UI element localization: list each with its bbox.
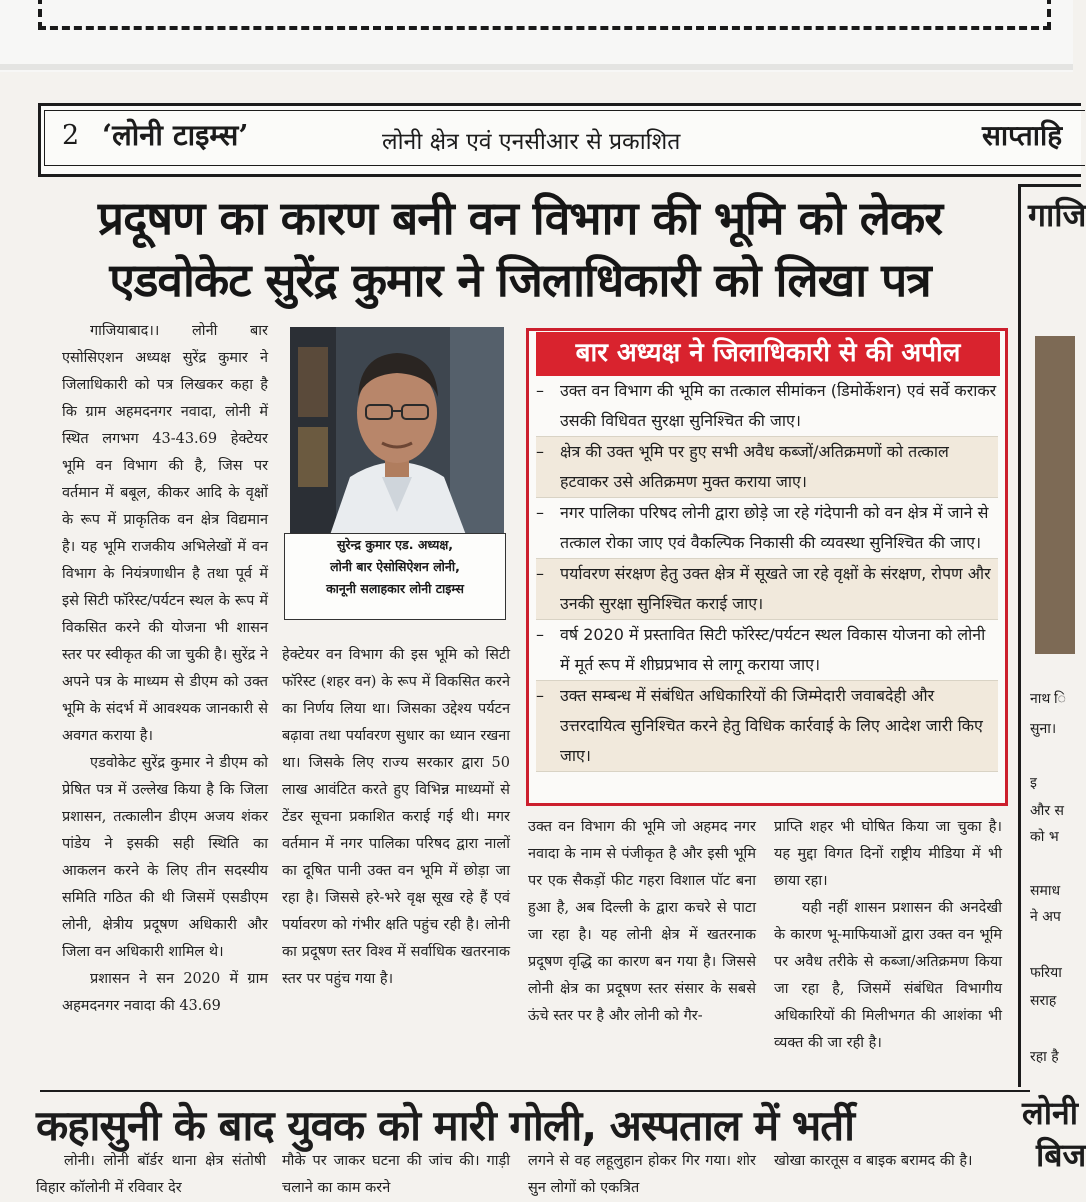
article-column-2 [282,642,510,993]
adjacent-fragment: इ [1030,775,1037,791]
second-article-column-3 [528,1148,756,1202]
appeal-item-text: पर्यावरण संरक्षण हेतु उक्त क्षेत्र में सूखते जा रहे वृक्षों के संरक्षण, रोपण और उनकी सुरक्षा सुनिश्चित कराई जाए। [560,564,991,613]
article-paragraph: प्रशासन ने सन 2020 में ग्राम अहमदनगर नवादा की 43.69 [62,971,268,1014]
article-column-1 [62,318,268,1020]
newspaper-name: ‘लोनी टाइम्स’ [102,118,249,152]
appeal-item [536,437,998,498]
page-gutter [0,64,1073,70]
page-number: 2 [62,120,80,151]
dashed-border [38,0,1051,30]
appeal-item-text: उक्त सम्बन्ध में संबंधित अधिकारियों की जिम्मेदारी जवाबदेही और उत्तरदायित्व सुनिश्चित करने हेतु विधिक कार्रवाई के लिए आदेश जारी किए जाए। [560,686,983,765]
bullet-dash: – [536,503,544,522]
article-paragraph: खोखा कारतूस व बाइक बरामद की है। [774,1153,973,1169]
adjacent-fragment: और स [1030,803,1064,819]
caption-line: सुरेन्द्र कुमार एड. अध्यक्ष, [336,537,454,552]
appeal-item-text: क्षेत्र की उक्त भूमि पर हुए सभी अवैध कब्जों/अतिक्रमणों को तत्काल हटवाकर उसे अतिक्रमण मुक्त कराया जाए। [560,442,949,491]
article-paragraph: एडवोकेट सुरेंद्र कुमार ने डीएम को प्रेषित पत्र में उल्लेख किया है कि जिला प्रशासन, तत्कालीन डीएम अजय शंकर पांडेय ने इसकी सही स्थिति का आकलन करने के लिए तीन सदस्यीय समिति गठित की थी जिसमें एसडीएम लोनी, क्षेत्रीय प्रदूषण अधिकारी और जिला वन अधिकारी शामिल थे। [62,755,268,960]
adjacent-bottom-line: लोनी [1022,1094,1079,1132]
appeal-item-text: उक्त वन विभाग की भूमि का तत्काल सीमांकन (डिमोर्केशन) एवं सर्वे कराकर उसकी विधिवत सुरक्षा सुनिश्चित की जाए। [560,381,997,430]
article-paragraph: लोनी। लोनी बॉर्डर थाना क्षेत्र संतोषी विहार कॉलोनी में रविवार देर [36,1153,266,1196]
article-paragraph: लगने से वह लहूलुहान होकर गिर गया। शोर सुन लोगों को एकत्रित [528,1153,756,1196]
adjacent-fragment: सराह [1030,993,1057,1009]
headline-line-2: एडवोकेट सुरेंद्र कुमार ने जिलाधिकारी को लिखा पत्र [109,253,931,307]
bullet-dash: – [536,381,544,400]
adjacent-fragment: सुना। [1030,721,1057,737]
caption-line: कानूनी सलाहकार लोनी टाइम्स [326,581,464,596]
appeal-item [536,681,998,772]
appeal-title: बार अध्यक्ष ने जिलाधिकारी से की अपील [536,332,1000,376]
adjacent-fragment: ने अप [1030,909,1061,925]
article-column-4 [774,814,1002,1057]
bullet-dash: – [536,686,544,705]
edition-label: साप्ताहि [982,119,1063,152]
adjacent-fragment: समाध [1030,883,1061,899]
adjacent-fragment: रहा है [1030,1049,1059,1065]
article-column-3 [528,814,756,1030]
section-divider [40,1090,1030,1092]
second-article-column-1 [36,1148,266,1202]
adjacent-article-heading: गाजि [1028,196,1086,234]
adjacent-article-photo [1035,336,1075,654]
adjacent-fragment: नाथ ि [1030,691,1066,707]
appeal-list [536,376,998,772]
article-paragraph: उक्त वन विभाग की भूमि जो अहमद नगर नवादा के नाम से पंजीकृत है और इसी भूमि पर एक सैकड़ों फीट गहरा विशाल पॉट बना हुआ है, अब दिल्ली के द्वारा कचरे से पाटा जा रहा है। यह लोनी क्षेत्र में खतरनाक प्रदूषण वृद्धि का कारण बन गया है। जिससे लोनी क्षेत्र का प्रदूषण स्तर संसार के सबसे ऊंचे स्तर पर है और लोनी को गैर- [528,819,756,1024]
second-article-column-2 [282,1148,510,1202]
adjacent-bottom-heading [1022,1092,1086,1176]
appeal-item [536,498,998,559]
adjacent-fragment: फरिया [1030,965,1062,981]
bullet-dash: – [536,442,544,461]
appeal-item [536,376,998,437]
article-paragraph: प्राप्ति शहर भी घोषित किया जा चुका है। यह मुद्दा विगत दिनों राष्ट्रीय मीडिया में भी छाया रहा। [774,819,1002,889]
photo-caption [284,533,506,620]
article-paragraph: गाजियाबाद।। लोनी बार एसोसिएशन अध्यक्ष सुरेंद्र कुमार ने जिलाधिकारी को पत्र लिखकर कहा है कि ग्राम अहमदनगर नवादा, लोनी में स्थित लगभग 43-43.69 हेक्टेयर भूमि वन विभाग की है, जिस पर वर्तमान में बबूल, कीकर आदि के वृक्षों के रूप में प्राकृतिक वन क्षेत्र विद्यमान है। यह भूमि राजकीय अभिलेखों में वन विभाग के नियंत्रणाधीन है तथा पूर्व में इसे सिटी फॉरेस्ट/पर्यटन स्थल के रूप में विकसित करने की योजना भी शासन स्तर पर स्वीकृत की जा चुकी है। सुरेंद्र ने अपने पत्र के माध्यम से डीएम को उक्त भूमि के संदर्भ में आवश्यक जानकारी से अवगत कराया है। [62,323,268,744]
bullet-dash: – [536,625,544,644]
appeal-item [536,559,998,620]
masthead-tagline: लोनी क्षेत्र एवं एनसीआर से प्रकाशित [382,129,681,155]
caption-line: लोनी बार ऐसोसिऐशन लोनी, [330,559,460,574]
headline-line-1: प्रदूषण का कारण बनी वन विभाग की भूमि को लेकर [97,191,943,245]
appeal-item-text: वर्ष 2020 में प्रस्तावित सिटी फॉरेस्ट/पर्यटन स्थल विकास योजना को लोनी में मूर्त रूप में शीघ्रप्रभाव से लागू कराया जाए। [560,625,986,674]
bullet-dash: – [536,564,544,583]
appeal-item [536,620,998,681]
advocate-photo [290,327,504,535]
article-paragraph: मौके पर जाकर घटना की जांच की। गाड़ी चलाने का काम करने [282,1153,510,1196]
article-paragraph: हेक्टेयर वन विभाग की इस भूमि को सिटी फॉरेस्ट (शहर वन) के रूप में विकसित करने का निर्णय लिया था। जिसका उद्देश्य पर्यटन बढ़ावा तथा पर्यावरण सुधार का ध्यान रखना था। जिसके लिए राज्य सरकार द्वारा 50 लाख आवंटित करते हुए विभिन्न माध्यमों से टेंडर सूचना प्रकाशित कराई गई थी। मगर वर्तमान में नगर पालिका परिषद द्वारा नालों का दूषित पानी उक्त वन भूमि में छोड़ा जा रहा है। जिससे हरे-भरे वृक्ष सूख रहे हैं एवं पर्यावरण को गंभीर क्षति पहुंच रही है। लोनी का प्रदूषण स्तर विश्व में सर्वाधिक खतरनाक स्तर पर पहुंच गया है। [282,647,510,987]
article-paragraph: यही नहीं शासन प्रशासन की अनदेखी के कारण भू-माफियाओं द्वारा उक्त वन भूमि पर अवैध तरीके से कब्जा/अतिक्रमण किया जा रहा है, जिसमें संबंधित विभागीय अधिकारियों की मिलीभगत की आशंका भी व्यक्त की जा रही है। [774,900,1002,1051]
second-article-headline: कहासुनी के बाद युवक को मारी गोली, अस्पताल में भर्ती [36,1101,855,1150]
adjacent-bottom-line: बिज [1036,1136,1086,1174]
adjacent-fragment: को भ [1030,829,1059,845]
second-article-column-4 [774,1148,1002,1202]
appeal-item-text: नगर पालिका परिषद लोनी द्वारा छोड़े जा रहे गंदेपानी को वन क्षेत्र में जाने से तत्काल रोका जाए एवं वैकल्पिक निकासी की व्यवस्था सुनिश्चित की जाए। [560,503,989,552]
